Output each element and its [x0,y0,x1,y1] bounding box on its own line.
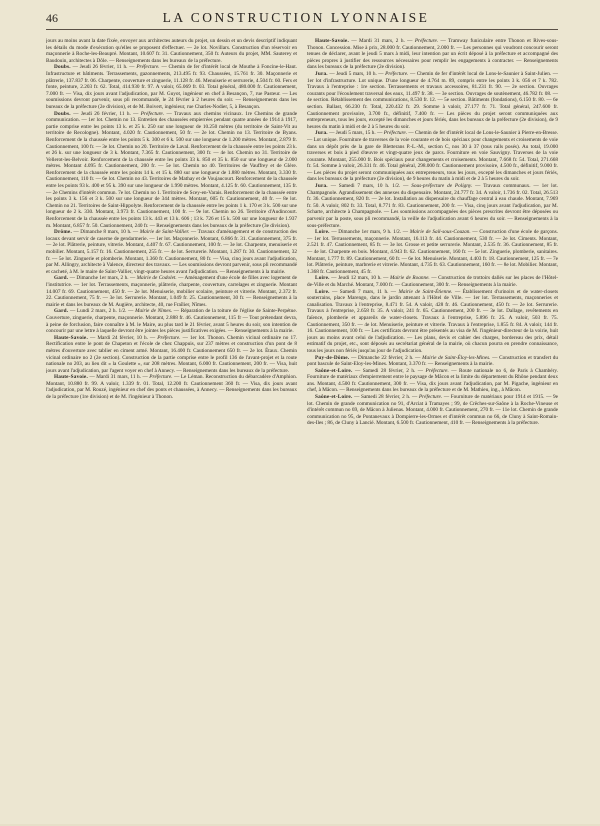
notice-date: — Lundi 2 mars, 2 h. 1/2. — [69,308,134,315]
notice-date: — Mardi 31 mars, 2 h. — [351,38,413,44]
notice-subject: Préfecture. [149,374,173,381]
notice-text: — Construction de trottoirs dallés sur les places de l'Hôtel-de-Ville et du Marché. Montant, 7.000 fr. — Cautionnement, 300 fr. — Renseignements à la mairie. [307,275,558,288]
notice-place: Saône-et-Loire. [315,394,353,401]
columns [46,38,558,826]
notice-date: — Dimanche 22 février, 2 h. — [351,354,421,361]
notice-text: — Chemin de fer d'intérêt local de Lons-le-Saunier à Pierre-en-Bresse. — Lot unique. Fourniture de traverses de la voie courante et de bois spéciaux pour changements et croisements de voie dans un dépôt près de la gare de Bletterans P.-L.-M., section C, nos 30 à 37 (tous rails posés). Au total, 19.000 traverses et bois à pied d'œuvre et vingt-quatre jeux de parcs. Fourniture en voie Sauvigny. Traverses de la voie courante. Montant, 255.000 fr. Bois spéciaux pour changements et croisements. Montant, 7.668 fr. 54. Total, 271.668 fr. 54. Somme à valoir, 26.331 fr. 46. Total général, 298.000 fr. Cautionnement provisoire, 4.500 fr., définitif, 9.000 fr. — Les pièces du projet seront communiquées aux entrepreneurs, tous les jours, excepté les dimanches et jours fériés, dans les bureaux de la préfecture (2e division), de 9 heures du matin à midi et de 2 à 5 heures du soir. [307,130,558,183]
notice-place: Loire. [315,275,330,282]
notice-place: Jura. [315,70,328,77]
notice-date: — Jeudi 5 mars, 15 h. — [329,130,383,137]
notice-date: — Dimanche 8 mars, 10 h. — [73,229,139,236]
notice-text: — Chemin de fer d'intérêt local de Mouthe à Foncine-le-Haut. Infrastructure et bâtiments. Terrassements, gazonnements, 213.495 fr. 93. Chaussées, 15.761 fr. 30. Maçonnerie et plâtrerie, 137.837 fr. 06. Charpente, couverture et zinguerie, 11.128 fr. 46. Menuiserie et serrurerie, 4.504 fr. 60. Fers et fonte, peinture, 2.203 fr. 62. Total, 414.930 fr. 97. A valoir, 65.069 fr. 03. Total général, 480.000 fr. Cautionnement, 7.000 fr. — Visa, dix jours avant l'adjudication, par M. Guyot, ingénieur en chef à Besançon, 7, rue Pasteur. — Les soumissions devront parvenir, sous pli recommandé, le 24 février à 2 heures du soir. — Renseignements dans les bureaux de la préfecture (2e division), et de M. Boivert, ingénieur, rue Charles-Nodier, 5, à Besançon. [46,64,297,110]
notice-entry [307,229,558,275]
notice-place: Haute-Savoie. [54,334,88,341]
notice-text: — Chemin de fer d'intérêt local de Lons-le-Saunier à Saint-Julien. — 1er lot d'infrastructure. Lot unique. D'une longueur de 4.764 m. 89, compris entre les points 3 k. 056 et 7 k. 782. Travaux à l'entreprise : 1re section. Terrassements et travaux accessoires, 81.231 fr. 90. — 2e section. Ouvrages courants pour l'écoulement traversal des eaux, 11.497 fr. 38. — 3e section. Ouvrages de soutènement, 46.782 fr. 08. — 4e section. Rétablissement des communications, 8.530 fr. 12. — 5e section. Bâtiments (fondations), 6.150 fr. 80. — 6e section. Ballast, 66.230 fr. Total, 220.432 fr. 29. Somme à valoir, 27.177 fr. 71. Total général, 247.600 fr. Cautionnement provisoire, 3.700 fr., définitif, 7.400 fr. — Les pièces du projet seront communiquées aux entrepreneurs, tous les jours, excepté les dimanches et jours fériés, dans les bureaux de la préfecture (2e division), de 9 heures du matin à midi et de 2 à 5 heures du soir. [307,70,558,130]
notice-subject: Mairie de Saint-Éloy-les-Mines. [422,354,491,361]
notice-subject: Préfecture. [157,334,181,341]
notice-entry [307,368,558,394]
notice-entry [307,394,558,427]
notice-entry [46,38,297,64]
notice-entry [46,64,297,110]
notice-date: — Mardi 24 février, 10 h. — [90,334,156,341]
notice-date: — Samedi 28 février, 2 h. — [354,367,424,374]
notice-subject: Préfecture. [385,70,409,77]
notice-text: — Réparation de la toiture de l'église de Sainte-Perpétue. Couverture, zinguerie, charpente, maçonnerie. Montant, 2.888 fr. 46. Cautionnement, 115 fr — Tout prétendant devra, à peine de forclusion, faire connaître à M. le Maire, au plus tard le 21 février, avant 5 heures du soir, son intention de concourir par une lettre à laquelle devront être jointes les pièces justificatives exigées. — Renseignements à la mairie. [46,308,297,335]
notice-date: — Jeudi 26 février, 11 h. — [73,110,139,117]
notice-text: — Fourniture de matériaux pour 1914 et 1915. — 9e lot. Chemin de grande communication no 91, d'Arciat à Tramayes ; 99, de Crêches-sur-Saône à la Roche-Vineuse et d'intérêt commun no 69, de Mâcon à Julienas. Montant, 4.000 fr. Cautionnement, 270 fr. — 11e lot. Chemin de grande communication no 95, de Pontanevaux à Dompierre-les-Ormes et d'intérêt commun no 66, de Cluny à Saint-Romain-des-Iles ; 86, de Cluny à Lancié. Montant, 6.500 fr. Cautionnement, 410 fr. — Renseignements à la préfecture. [307,394,558,427]
notice-text: — Travaux communaux. — 1er lot. Champagnole. Agrandissement des annexes du dispensaire. Montant, 24.777 fr. 34. A valoir, 1.736 fr. 02. Total, 26.513 fr. 36. Cautionnement, 820 fr. — 2e lot. Installation au dispensaire du chauffage central à eau chaude. Montant, 7.969 fr. 50. A valoir, 802 fr. 33. Total, 8.771 fr. 83. Cautionnement, 200 fr. — Visa, cinq jours avant l'adjudication, par M. Scharte, architecte à Champagnole. — Les soumissions accompagnées des pièces prescrites devront être déposées ou parvenir par la poste, sous pli recommandé, la veille de l'adjudication avant 6 heures du soir. — Renseignements à la sous-préfecture. [307,183,558,229]
notice-place: Haute-Savoie. [315,38,349,44]
notice-text: — Travaux aux chemins vicinaux. 1re Chemins de grande communication. — 1er lot. Chemin no 13. Entretien des chaussées empierrées pendant quatre années de 1914 à 1917, partie comprise entre les points 13 k. et 25 k. 250 sur une longueur de 10.250 mètres (du territoire de Saint-Vit au territoire de Recologne). Montant, 4.020 fr. Cautionnement, 50 fr. — 2e lot. Chemin no 13. Territoire de Byans. Renforcement de la chaussée entre les points 5 k. 300 et 6 k. 500 sur une longueur de 1.200 mètres. Montant, 2.879 fr. Cautionnement, 100 fr. — 3e lot. Chemin no 20. Territoire de Laval. Renforcement de la chaussée entre les points 23 k. et 26 k. sur une longueur de 3 k. Montant, 7.365 fr. Cautionnement, 300 fr. — 4e lot. Chemin no 31. Territoire de Vellerot-les-Belvoir. Renforcement de la chaussée entre les points 33 k. 850 et 35 k. 850 sur une longueur de 2.000 mètres. Montant 4.095 fr. Cautionnement, 200 fr. — 5e lot. Chemin no 40. Territoires de Vauffrey et de Glère. Renforcement de la chaussée entre les points 14 k. et 15 k. 880 sur une longueur de 1.880 mètres. Montant, 3.330 fr. Cautionnement, 110 fr. — 6e lot. Chemin no 43. Territoires de Mathay et de Voujaucourt. Renforcement de la chaussée entre les points 93 k. 400 et 95 k. 390 sur une longueur de 1.990 mètres. Montant, 4.125 fr. 60. Cautionnement, 135 fr. — 2e Chemins d'intérêt commun. 7e lot. Chemin no 1. Territoire de Scey-en-Varais. Renforcement de la chaussée entre les points 3 k. 156 et 3 k. 500 sur une longueur de 344 mètres. Montant, 605 fr. Cautionnement, 40 fr. — 8e lot. Chemin no 21. Territoires de Saint-Hippolyte. Renforcement de la chaussée entre les points 1 k. 170 et 3 k. 500 sur une longueur de 2 k. 330. Montant, 3.973 fr. Cautionnement, 100 fr. — 9e lot. Chemin no 26. Territoire d'Audincourt. Renforcement de la chaussée entre les points 13 k. 443 et 13 k. 606 ; 13 k. 726 et 15 k. 500 sur une longueur de 1.937 m. Montant, 6.857 fr. 50. Cautionnement, 240 fr. — Renseignements dans les bureaux de la préfecture (3e division). [46,110,297,229]
notice-subject: Mairie de Saint-Étienne. [398,288,453,295]
notice-date: — Samedi 7 mars, 11 h. — [332,288,397,295]
notice-text: — Tramway funiculaire entre Thonon et Rives-sous-Thonon. Concession. Mise à prix, 28.000 fr. Cautionnement, 2.000 fr. — Les personnes qui voudront concourir seront tenues de déclarer, avant le jeudi 5 mars à midi, leur intention par un écrit déposé à la préfecture et accompagné des pièces propres à justifier des ressources nécessaires pour remplir les engagements à contracter. — Renseignements dans les bureaux de la préfecture (2e division). [307,38,558,71]
page-number: 46 [46,11,58,25]
notice-entry [307,71,558,130]
notice-text: — Route nationale no 6, de Paris à Chambéry. Fourniture de matériaux d'empierrement entre le paysage de Mâcon et la limite du département du Rhône pendant deux ans. Montant, 4.500 fr. Cautionnement, 300 fr. — Visa, dix jours avant l'adjudication, par M. Pigache, ingénieur en chef, à Mâcon. — Renseignements dans les bureaux de la préfecture et de M. Mathieu, ing., à Mâcon. [307,367,558,394]
notice-place: Doubs. [54,64,71,71]
notice-entry [46,335,297,375]
notice-text: jours au moins avant la date fixée, envoyer aux architectes auteurs du projet, un dessin et un devis descriptif indiquant les détails du mode d'exécution qu'elles se proposent d'effectuer. — 2e lot. Novillars. Construction d'un réservoir en maçonnerie à Roche-les-Beaupré. Montant, 10.607 fr. 31. Cautionnement, 350 fr. Auteurs du projet, MM. Sauterey et Baudouin, architectes à Dôle. — Renseignements dans les bureaux de la préfecture. [46,38,297,64]
notice-entry [307,38,558,71]
notice-date: — Mardi 31 mars, 11 h. — [89,374,148,381]
notice-subject: Préfecture. [383,130,408,137]
notice-place: Loire. [315,229,330,236]
notice-entry [46,308,297,334]
notice-place: Loire. [315,288,330,295]
notice-text: — Construction d'une école de garçons. — 1er lot. Terrassements, maçonnerie. Montant, 16.113 fr. 44. Cautionnement, 530 fr. — 2e lot. Ciments. Montant, 2.521 fr. 47. Cautionnement, 85 fr. — 3e lot. Grosse et petite serrurerie. Montant, 2.535 fr. 36. Cautionnement, 85 fr. — 4e lot. Charpente en bois. Montant, 4.943 fr. 62. Cautionnement, 160 fr. — 5e lot. Zinguerie, plomberie, sanitaires. Montant, 1.777 fr. 89. Cautionnement, 60 fr. — 6e lot. Menuiserie. Montant, 4.403 fr. 18. Cautionnement, 125 fr. — 7e lot. Plâtrerie, peinture, marbrerie et vitrerie. Montant, 4.735 fr. 63. Cautionnement, 160 fr. — 8e lot. Mobilier. Montant, 1.368 fr. Cautionnement, 45 fr. [307,229,558,275]
notice-subject: Mairie de Sail-sous-Couzan. [409,229,471,236]
notice-subject: Préfecture. [140,110,165,117]
notice-place: Drôme. [54,229,72,236]
notice-place: Gard. [54,308,69,315]
notice-date: — Dimanche 1er mars, 2 h. — [69,275,136,282]
notice-entry [307,355,558,368]
notice-text: — Le Léman. Reconstruction du débarcadère d'Amphion. Montant, 10.880 fr. 99. A valoir, 1.339 fr. 01. Total, 12.200 fr. Cautionnement 360 fr. — Visa, dix jours avant l'adjudication, par M. Rouzé, ingénieur en chef des ponts et chaussées, à Annecy. — Renseignements dans les bureaux de la préfecture (1re division) et de M. l'ingénieur à Thonon. [46,374,297,401]
notice-subject: Préfecture. [418,394,443,401]
notice-date: — Dimanche 1er mars, 9 h. 1/2. — [331,229,409,236]
page-header [46,10,558,26]
notice-subject: Préfecture. [414,38,439,44]
page-title: LA CONSTRUCTION LYONNAISE [162,10,430,25]
notice-subject: Mairie de Nîmes. [135,308,173,315]
notice-entry [307,289,558,355]
notice-text: — Aménagement d'une école de filles avec logement de l'institutrice. — 1er lot. Terrassements, maçonnerie, plâtrerie, charpente, couverture, carrelages et zinguerie. Montant 14.007 fr. 69. Cautionnement, 450 fr. — 2e lot. Menuiserie, mobilier scolaire, peinture et vitrerie. Montant, 2.372 fr. 22. Cautionnement, 75 fr. — 3e lot. Serrurerie. Montant, 1.049 fr. 25. Cautionnement, 30 fr. — Renseignements à la mairie et dans les bureaux de M. Augière, architecte, 40, rue Fraîlier, Nîmes. [46,275,297,308]
notice-entry [46,111,297,230]
notice-date: — Jeudi 26 février, 11 h. — [72,64,135,71]
notice-entry [307,130,558,183]
notice-subject: Sous-préfecture de Poligny. [411,183,473,190]
notice-place: Jura. [315,183,328,190]
notice-place: Saône-et-Loire. [315,367,353,374]
notice-subject: Mairie de Saint-Vallier. [139,229,190,236]
notice-entry [307,275,558,288]
notice-subject: Préfecture. [425,367,449,374]
notice-entry [307,183,558,229]
notice-text: — Construction et transfert du pont bascule de Saint-Eloy-les-Mines. Montant, 3.370 fr. — Renseignements à la mairie. [307,354,558,368]
header-rule [46,29,558,30]
notice-date: — Samedi 28 février, 2 h. — [354,394,418,401]
left-column [46,38,297,826]
notice-text: — 1er lot. Thonon. Chemin vicinal ordinaire no 17. Rectification entre le pont de Chapeton et l'école de chez Chappuis, sur 237 mètres et construction d'un pont de 8 mètres d'ouverture avec tablier en ciment armé. Montant, 16.400 fr. Cautionnement 650 fr. — 2e lot. Étaux. Chemin vicinal ordinaire no 2 (2e section). Construction de la partie comprise entre le profil 136 de l'avant-projet et la route nationale no 203, au lieu dit « la Goulette », sur 208 mètres. Montant, 6.000 fr. Cautionnement, 200 fr. — Visa, huit jours avant l'adjudication, par l'agent voyer en chef à Annecy. — Renseignements dans les bureaux de la préfecture. [46,334,297,374]
notice-text: — Établissement d'urinoirs et de water-closets souterrains, place Marengo, dans le jardin attenant à l'Hôtel de Ville. — 1er lot. Terrassements, maçonneries et canalisation. Travaux à l'entreprise, 8.471 fr. 54. A valoir, 428 fr. 46. Cautionnement, 450 fr. — 2e lot. Serrurerie. Travaux à l'entreprise, 2.658 fr. 35. A valoir, 241 fr. 65. Cautionnement, 200 fr. — 3e lot. Dallage, revêtements en faïence, plomberie et appareils de water-closets. Travaux à l'entreprise, 5.896 fr. 25. A valoir, 503 fr. 75. Cautionnement, 350 fr. — 4e lot. Menuiserie, peinture et vitrerie. Travaux à l'entreprise, 1.855 fr. 84. A valoir, 144 fr. 16. Cautionnement, 100 fr. — Les certificats devront être présentés au visa de M. l'ingénieur-directeur de la voirie, huit jours au moins avant celui de l'adjudication. — Les plans, devis et cahier des charges, bordereau des prix, détail estimatif du projet, etc., sont déposés au secrétariat général de la mairie, où chacun pourra en prendre connaissance, tous les jours non fériés jusqu'au jour de l'adjudication. [307,288,558,354]
notice-place: Doubs. [54,110,71,117]
notice-text: — Travaux d'aménagement et de construction des locaux devant servir de caserne de gendarmerie. — 1er lot. Maçonnerie. Montant, 6.866 fr. 31. Cautionnement, 375 fr. — 2e lot. Plâtrerie, peinture, vitrerie. Montant, 4.407 fr. 67. Cautionnement, 100 fr. — 3e lot. Charpente, menuiserie et mobilier. Montant, 5.157 fr. 16. Cautionnement, 255 fr. — 4e lot. Serrurerie. Montant, 1.287 fr. 30. Cautionnement, 32 fr. — 5e lot. Zinguerie et plomberie. Montant, 1.360 fr. Cautionnement, 80 fr. — Visa, cinq jours avant l'adjudication, par M. Allingry, architecte à Valence, directeur des travaux. — Les soumissions devront parvenir, sous pli recommandé et cacheté, à M. le maire de Saint-Vallier, vingt-quatre heures avant l'adjudication. — Renseignements à la mairie. [46,229,297,275]
notice-date: — Samedi 7 mars, 10 h. 1/2. — [330,183,409,190]
notice-date: — Jeudi 5 mars, 10 h. — [329,70,384,77]
notice-place: Haute-Savoie. [54,374,88,381]
notice-place: Gard. [54,275,69,282]
notice-subject: Préfecture. [136,64,160,71]
notice-entry [46,275,297,308]
right-column [307,38,558,826]
notice-date: — Jeudi 12 mars, 10 h. — [331,275,389,282]
notice-place: Puy-de-Dôme. [315,354,350,361]
notice-subject: Mairie de Codolet. [136,275,177,282]
notice-entry [46,374,297,400]
notice-place: Jura. [315,130,328,137]
notice-subject: Mairie de Roanne. [389,275,430,282]
notice-entry [46,229,297,275]
